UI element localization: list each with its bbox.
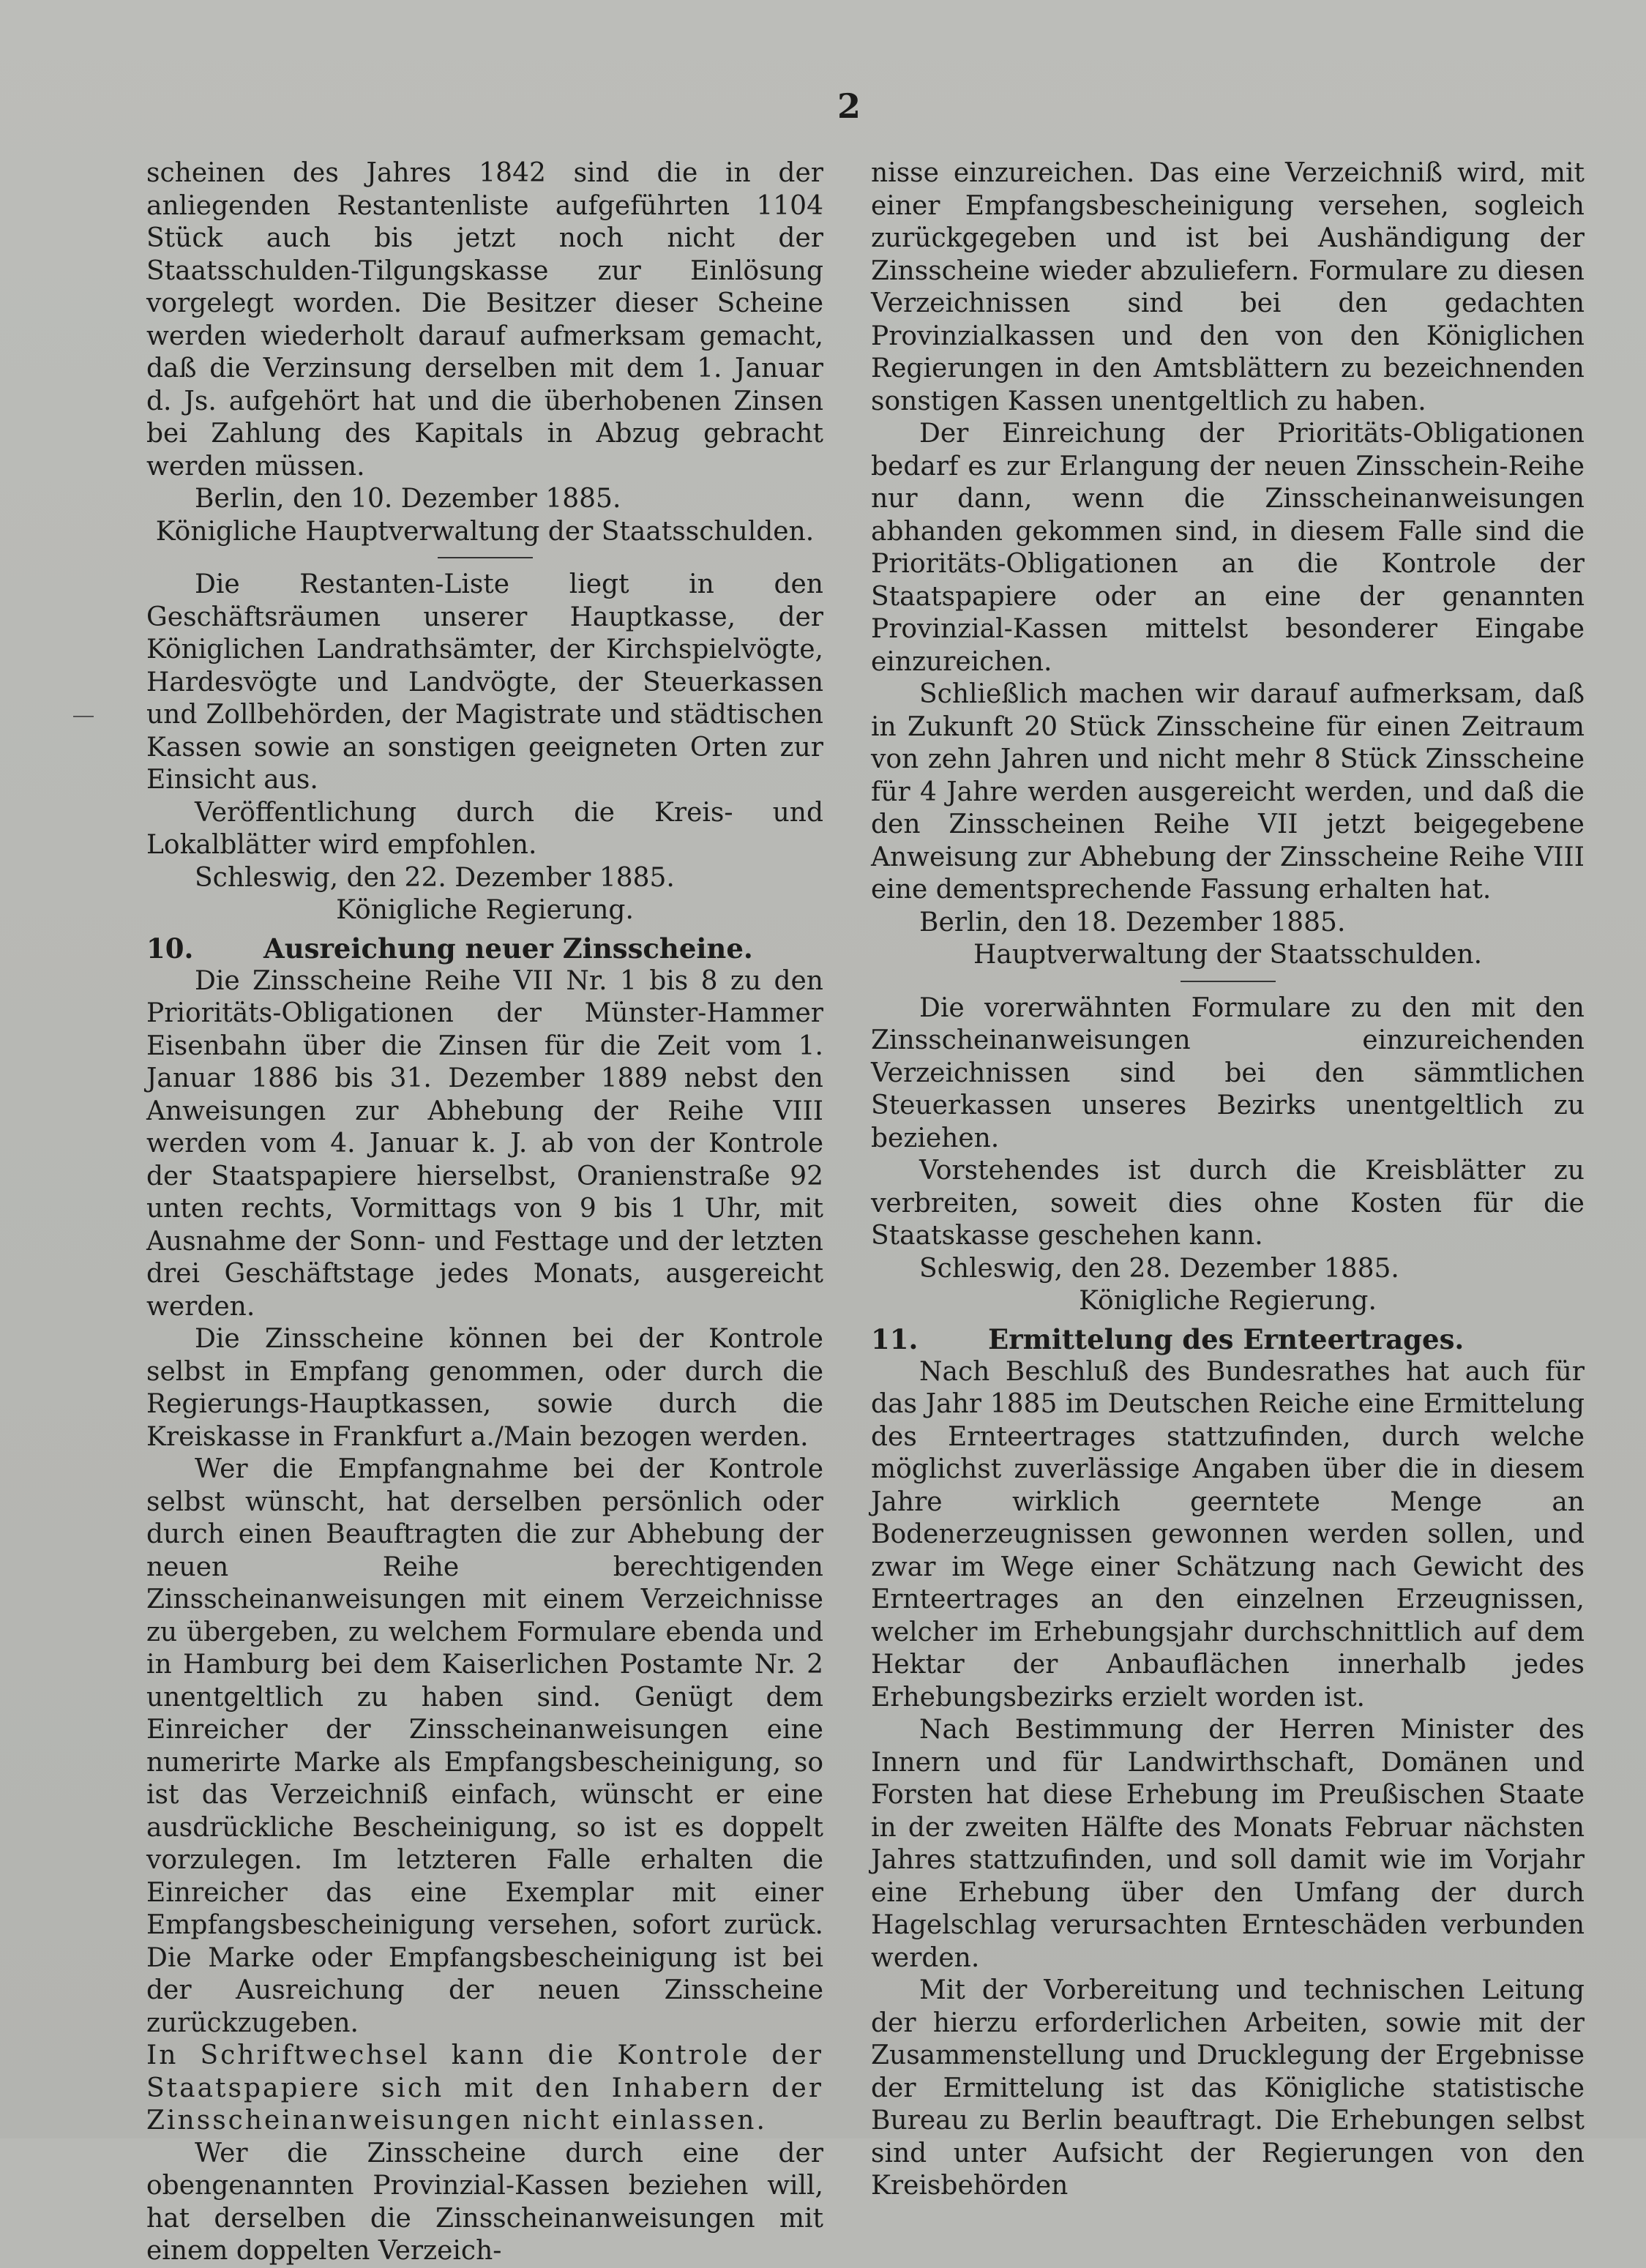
paragraph: Veröffentlichung durch die Kreis- und Lokalblätter wird empfohlen. (146, 797, 823, 860)
section-number: 11. (871, 1322, 919, 1355)
section-heading-11 (871, 1322, 1585, 1356)
paragraph: Wer die Empfangnahme bei der Kontrole selbst wünscht, hat derselben persönlich oder durch einen Beauftragten die zur Abhebung der neuen Reihe berechtigenden Zinsscheinanweisungen mit einem Verzeichnisse zu übergeben, zu welchem Formulare ebenda und in Hamburg bei dem Kaiserlichen Postamte Nr. 2 unentgeltlich zu haben sind. Genügt dem Einreicher der Zinsscheinanweisungen eine numerirte Marke als Empfangsbescheinigung, so ist das Verzeichniß einfach, wünscht er eine ausdrückliche Bescheinigung, so ist es doppelt vorzulegen. Im letzteren Falle erhalten die Einreicher das eine Exemplar mit einer Empfangsbescheinigung versehen, sofort zurück. Die Marke oder Empfangsbescheinigung ist bei der Ausreichung der neuen Zinsscheine zurückzugeben. (146, 1454, 823, 2038)
divider (438, 557, 533, 558)
signature: Königliche Regierung. (336, 895, 634, 925)
emphasized-paragraph: In Schriftwechsel kann die Kontrole der Staatspapiere sich mit den Inhabern der Zinsscheinanweisungen nicht einlassen. (146, 2040, 823, 2136)
section-number: 10. (146, 932, 194, 965)
paragraph: Die vorerwähnten Formulare zu den mit den Zinsscheinanweisungen einzureichenden Verzeichnissen sind bei den sämmtlichen Steuerkassen unseres Bezirks unentgeltlich zu beziehen. (871, 992, 1585, 1153)
dateline: Schleswig, den 22. Dezember 1885. (195, 862, 675, 893)
dateline: Berlin, den 10. Dezember 1885. (195, 484, 621, 514)
signature: Hauptverwaltung der Staatsschulden. (973, 940, 1483, 970)
paragraph: Nach Bestimmung der Herren Minister des Innern und für Landwirthschaft, Domänen und Forsten hat diese Erhebung im Preußischen Staate in der zweiten Hälfte des Monats Februar nächsten Jahres stattzufinden, und soll damit wie im Vorjahr eine Erhebung über den Umfang der durch Hagelschlag verursachten Ernteschäden verbunden werden. (871, 1715, 1585, 1973)
dateline: Berlin, den 18. Dezember 1885. (919, 907, 1346, 937)
paragraph: Mit der Vorbereitung und technischen Leitung der hierzu erforderlichen Arbeiten, sowie mit der Zusammenstellung und Drucklegung der Ergebnisse der Ermittelung ist das Königliche statistische Bureau zu Berlin beauftragt. Die Erhebungen selbst sind unter Aufsicht der Regierungen von den Kreisbehörden (871, 1975, 1585, 2201)
paragraph: Wer die Zinsscheine durch eine der obengenannten Provinzial-Kassen beziehen will, hat derselben die Zinsscheinanweisungen mit einem doppelten Verzeich- (146, 2138, 823, 2266)
signature: Königliche Hauptverwaltung der Staatsschulden. (155, 516, 815, 547)
paragraph: Die Zinsscheine Reihe VII Nr. 1 bis 8 zu den Prioritäts-Obligationen der Münster-Hammer Eisenbahn über die Zinsen für die Zeit vom 1. Januar 1886 bis 31. Dezember 1889 nebst den Anweisungen zur Abhebung der Reihe VIII werden vom 4. Januar k. J. ab von der Kontrole der Staatspapiere hierselbst, Oranienstraße 92 unten rechts, Vormittags von 9 bis 1 Uhr, mit Ausnahme der Sonn- und Festtage und der letzten drei Geschäftstage jedes Monats, ausgereicht werden. (146, 965, 823, 1322)
section-title: Ermittelung des Ernteertrages. (988, 1322, 1464, 1355)
signature: Königliche Regierung. (1079, 1286, 1377, 1316)
paragraph: Der Einreichung der Prioritäts-Obligationen bedarf es zur Erlangung der neuen Zinsschein-Reihe nur dann, wenn die Zinsscheinanweisungen abhanden gekommen sind, in diesem Falle sind die Prioritäts-Obligationen an die Kontrole der Staatspapiere oder an eine der genannten Provinzial-Kassen mittelst besonderer Eingabe einzureichen. (871, 419, 1585, 677)
margin-mark (73, 716, 94, 717)
left-column (146, 157, 823, 2268)
paragraph: scheinen des Jahres 1842 sind die in der anliegenden Restantenliste aufgeführten 1104 Stück auch bis jetzt noch nicht der Staatsschulden-Tilgungskasse zur Einlösung vorgelegt worden. Die Besitzer dieser Scheine werden wiederholt darauf aufmerksam gemacht, daß die Verzinsung derselben mit dem 1. Januar d. Js. aufgehört hat und die überhobenen Zinsen bei Zahlung des Kapitals in Abzug gebracht werden müssen. (146, 158, 823, 482)
paragraph: Schließlich machen wir darauf aufmerksam, daß in Zukunft 20 Stück Zinsscheine für einen Zeitraum von zehn Jahren und nicht mehr 8 Stück Zinsscheine für 4 Jahre werden ausgereicht werden, und daß die den Zinsscheinen Reihe VII jetzt beigegebene Anweisung zur Abhebung der Zinsscheine Reihe VIII eine dementsprechende Fassung erhalten hat. (871, 679, 1585, 905)
paragraph: Vorstehendes ist durch die Kreisblätter zu verbreiten, soweit dies ohne Kosten für die Staatskasse geschehen kann. (871, 1156, 1585, 1251)
paragraph: Die Restanten-Liste liegt in den Geschäftsräumen unserer Hauptkasse, der Königlichen Landrathsämter, der Kirchspielvögte, Hardesvögte und Landvögte, der Steuerkassen und Zollbehörden, der Magistrate und städtischen Kassen sowie an sonstigen geeigneten Orten zur Einsicht aus. (146, 569, 823, 795)
paragraph: Die Zinsscheine können bei der Kontrole selbst in Empfang genommen, oder durch die Regierungs-Hauptkassen, sowie durch die Kreiskasse in Frankfurt a./Main bezogen werden. (146, 1324, 823, 1452)
section-heading-10 (146, 932, 823, 965)
right-column (871, 157, 1585, 2203)
divider (1181, 981, 1276, 982)
dateline: Schleswig, den 28. Dezember 1885. (919, 1253, 1399, 1284)
section-title: Ausreichung neuer Zinsscheine. (263, 932, 753, 965)
paragraph: nisse einzureichen. Das eine Verzeichniß wird, mit einer Empfangsbescheinigung versehen, sogleich zurückgegeben und ist bei Aushändigung der Zinsscheine wieder abzuliefern. Formulare zu diesen Verzeichnissen sind bei den gedachten Provinzialkassen und den von den Königlichen Regierungen in den Amtsblättern zu bezeichnenden sonstigen Kassen unentgeltlich zu haben. (871, 158, 1585, 416)
page-number: 2 (837, 86, 861, 126)
paragraph: Nach Beschluß des Bundesrathes hat auch für das Jahr 1885 im Deutschen Reiche eine Ermittelung des Ernteertrages stattzufinden, durch welche möglichst zuverlässige Angaben über die in diesem Jahre wirklich geerntete Menge an Bodenerzeugnissen gewonnen werden sollen, und zwar im Wege einer Schätzung nach Gewicht des Ernteertrages an den einzelnen Erzeugnissen, welcher im Erhebungsjahr durchschnittlich auf dem Hektar der Anbauflächen innerhalb jedes Erhebungsbezirks erzielt worden ist. (871, 1356, 1585, 1713)
